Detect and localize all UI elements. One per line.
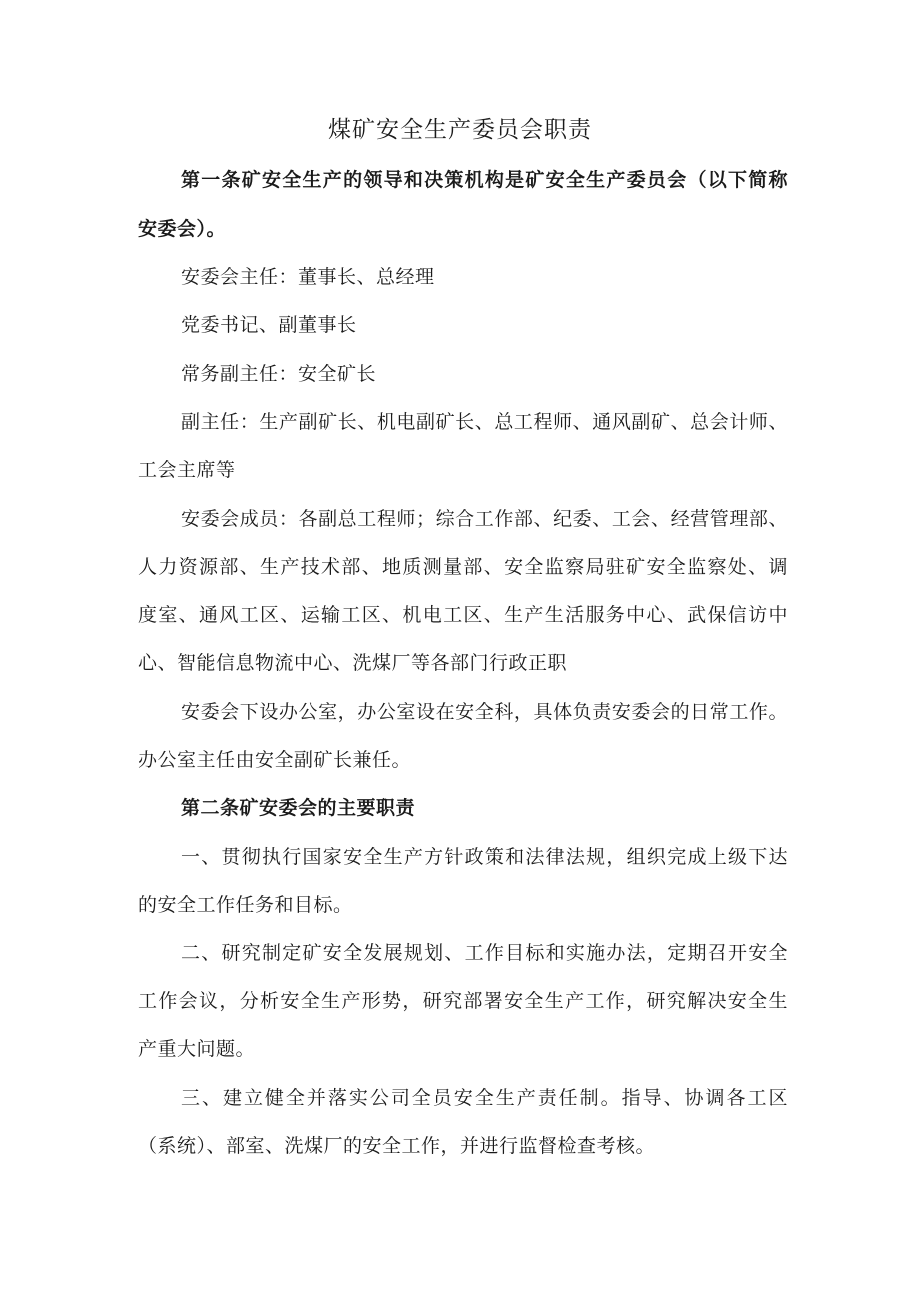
paragraph-members-line-3: 度室、通风工区、运输工区、机电工区、生产生活服务中心、武保信访中 bbox=[138, 604, 788, 626]
document-title: 煤矿安全生产委员会职责 bbox=[328, 117, 592, 143]
paragraph-deputy-line-1: 副主任：生产副矿长、机电副矿长、总工程师、通风副矿、总会计师、 bbox=[181, 411, 788, 433]
paragraph-members-line-2: 人力资源部、生产技术部、地质测量部、安全监察局驻矿安全监察处、调 bbox=[138, 556, 788, 578]
duty-1-line-1: 一、贯彻执行国家安全生产方针政策和法律法规，组织完成上级下达 bbox=[181, 846, 788, 868]
duty-3-line-2: （系统）、部室、洗煤厂的安全工作，并进行监督检查考核。 bbox=[138, 1135, 656, 1157]
duty-1-line-2: 的安全工作任务和目标。 bbox=[138, 894, 353, 916]
paragraph-executive-deputy: 常务副主任：安全矿长 bbox=[181, 363, 377, 385]
article-1-line-1: 第一条矿安全生产的领导和决策机构是矿安全生产委员会（以下简称 bbox=[181, 169, 788, 191]
duty-2-line-3: 产重大问题。 bbox=[138, 1038, 256, 1060]
duty-2-line-2: 工作会议，分析安全生产形势，研究部署安全生产工作，研究解决安全生 bbox=[138, 990, 788, 1012]
paragraph-members-line-4: 心、智能信息物流中心、洗煤厂等各部门行政正职 bbox=[138, 652, 568, 674]
paragraph-party-secretary: 党委书记、副董事长 bbox=[181, 314, 357, 336]
duty-3-line-1: 三、建立健全并落实公司全员安全生产责任制。指导、协调各工区 bbox=[181, 1087, 788, 1109]
duty-2-line-1: 二、研究制定矿安全发展规划、工作目标和实施办法，定期召开安全 bbox=[181, 942, 788, 964]
paragraph-members-line-1: 安委会成员：各副总工程师；综合工作部、纪委、工会、经营管理部、 bbox=[181, 508, 788, 530]
paragraph-deputy-line-2: 工会主席等 bbox=[138, 459, 236, 481]
article-2-heading: 第二条矿安委会的主要职责 bbox=[181, 797, 416, 819]
paragraph-office-line-2: 办公室主任由安全副矿长兼任。 bbox=[138, 749, 412, 771]
paragraph-office-line-1: 安委会下设办公室，办公室设在安全科，具体负责安委会的日常工作。 bbox=[181, 701, 788, 723]
paragraph-director: 安委会主任：董事长、总经理 bbox=[181, 266, 435, 288]
article-1-line-2: 安委会）。 bbox=[138, 218, 227, 240]
